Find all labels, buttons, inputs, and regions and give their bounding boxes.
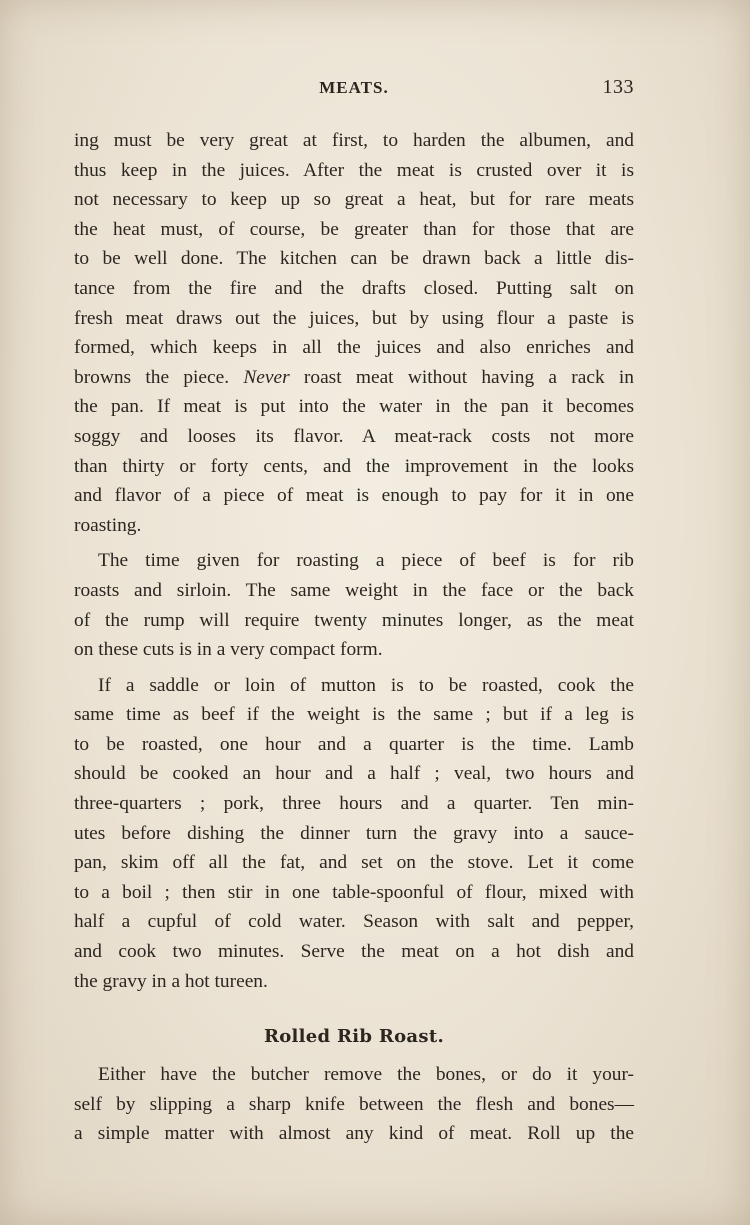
text-line: three-quarters ; pork, three hours and a quarter. Ten min- xyxy=(74,793,634,815)
text-line: The time given for roasting a piece of beef is for rib xyxy=(98,550,634,572)
running-title: MEATS. xyxy=(319,78,389,97)
text-line: half a cupful of cold water. Season with salt and pepper, xyxy=(74,911,634,933)
text-segment: roast meat without having a rack in xyxy=(289,366,634,388)
text-line: to be well done. The kitchen can be drawn back a little dis- xyxy=(74,248,634,270)
text-line: utes before dishing the dinner turn the gravy into a sauce- xyxy=(74,822,634,844)
text-line: same time as beef if the weight is the same ; but if a leg is xyxy=(74,704,634,726)
text-line: not necessary to keep up so great a heat, but for rare meats xyxy=(74,189,634,211)
paragraph-3 xyxy=(74,671,634,997)
text-line: a simple matter with almost any kind of meat. Roll up the xyxy=(74,1123,634,1145)
text-line: tance from the fire and the drafts closed. Putting salt on xyxy=(74,277,634,299)
text-line: thus keep in the juices. After the meat is crusted over it is xyxy=(74,159,634,181)
text-line: to be roasted, one hour and a quarter is the time. Lamb xyxy=(74,733,634,755)
text-line: Either have the butcher remove the bones, or do it your- xyxy=(98,1064,634,1086)
text-line: ing must be very great at first, to harden the albumen, and xyxy=(74,130,634,151)
text-line: the pan. If meat is put into the water in the pan it becomes xyxy=(74,396,634,418)
text-line: on these cuts is in a very compact form. xyxy=(74,639,383,661)
text-line: self by slipping a sharp knife between the flesh and bones— xyxy=(74,1093,634,1115)
text-line: and flavor of a piece of meat is enough to pay for it in one xyxy=(74,485,634,507)
text-line: to a boil ; then stir in one table-spoonful of flour, mixed with xyxy=(74,881,634,903)
text-line: roasts and sirloin. The same weight in the face or the back xyxy=(74,579,634,601)
body-text xyxy=(74,126,634,1149)
paragraph-2 xyxy=(74,546,634,664)
text-line: If a saddle or loin of mutton is to be roasted, cook the xyxy=(98,674,634,696)
text-line: and cook two minutes. Serve the meat on a hot dish and xyxy=(74,941,634,963)
text-line: roasting. xyxy=(74,514,142,536)
section-heading: Rolled Rib Roast. xyxy=(263,1026,445,1048)
text-line: fresh meat draws out the juices, but by using flour a paste is xyxy=(74,307,634,329)
text-line: of the rump will require twenty minutes longer, as the meat xyxy=(74,609,634,631)
text-line: the gravy in a hot tureen. xyxy=(74,970,268,992)
text-line: formed, which keeps in all the juices and also enriches and xyxy=(74,337,634,359)
text-line-with-italic xyxy=(74,363,634,393)
running-head xyxy=(74,76,634,102)
page-number: 133 xyxy=(602,76,634,98)
section-paragraph xyxy=(74,1060,634,1149)
text-line: soggy and looses its flavor. A meat-rack costs not more xyxy=(74,425,634,447)
text-line: should be cooked an hour and a half ; veal, two hours and xyxy=(74,763,634,785)
italic-word: Never xyxy=(243,366,290,388)
text-line: pan, skim off all the fat, and set on the stove. Let it come xyxy=(74,852,634,874)
paragraph-1 xyxy=(74,126,634,540)
text-line: the heat must, of course, be greater than for those that are xyxy=(74,218,634,240)
text-line: than thirty or forty cents, and the improvement in the looks xyxy=(74,455,634,477)
text-segment: browns the piece. xyxy=(74,366,244,388)
